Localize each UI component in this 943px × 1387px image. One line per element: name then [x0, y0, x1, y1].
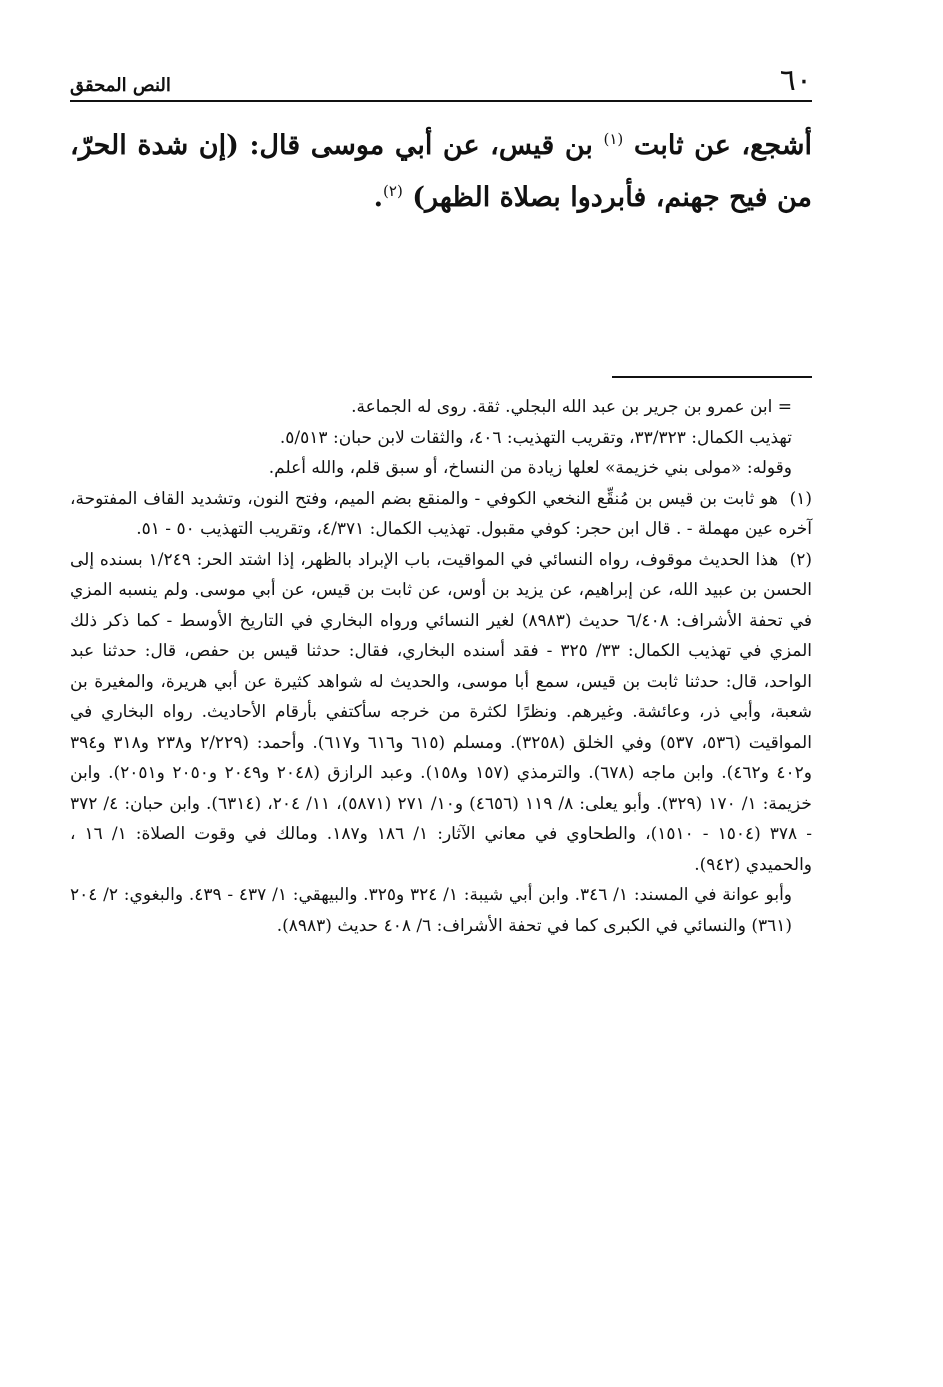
footnote-marker-1: (١) [603, 130, 624, 148]
footnote-1-text: هو ثابت بن قيس بن مُنقِّع النخعي الكوفي - والمنقع بضم الميم، وفتح النون، وتشديد القاف المفتوحة، آخره عين مهملة - . قال ابن حجر: كوفي مقبول. تهذيب الكمال: ٤/٣٧١، وتقريب التهذيب ٥٠ - ٥١. [70, 488, 812, 539]
footnote-2-text: هذا الحديث موقوف، رواه النسائي في المواقيت، باب الإبراد بالظهر، إذا اشتد الحر: ١/٢٤٩ بسنده إلى الحسن بن عبيد الله، عن إبراهيم، عن يزيد بن أوس، عن ثابت بن قيس، عن أبي موسى. ولم ينسبه المزي في تحفة الأشراف: ٦/٤٠٨ حديث (٨٩٨٣) لغير النسائي ورواه البخاري في التاريخ الأوسط - كما ذكر ذلك المزي في تهذيب الكمال: ٣٣/ ٣٢٥ - فقد أسنده البخاري، فقال: حدثنا قيس بن حفص، قال: حدثنا عبد الواحد، قال: حدثنا ثابت بن قيس، سمع أبا موسى، والحديث له شواهد كثيرة عن أبي هريرة، والمغيرة بن شعبة، وأبي ذر، وعائشة. وغيرهم. ونظرًا لكثرة من خرجه سأكتفي بأرقام الأحاديث. رواه البخاري في المواقيت (٥٣٦، ٥٣٧) وفي الخلق (٣٢٥٨). ومسلم (٦١٥ و٦١٦ و٦١٧). وأحمد: (٢/٢٢٩ و٢٣٨ و٣١٨ و٣٩٤ و٤٠٢ و٤٦٢). وابن ماجه (٦٧٨). والترمذي (١٥٧ و١٥٨). وعبد الرازق (٢٠٤٨ و٢٠٤٩ و٢٠٥٠ و٢٠٥١). وابن خزيمة: ١/ ١٧٠ (٣٢٩). وأبو يعلى: ٨/ ١١٩ (٤٦٥٦) و١٠/ ٢٧١ (٥٨٧١)، ١١/ ٢٠٤، (٦٣١٤). وابن حبان: ٤/ ٣٧٢ - ٣٧٨ (١٥٠٤ - ١٥١٠)، والطحاوي في معاني الآثار: ١/ ١٨٦ و١٨٧. ومالك في وقوت الصلاة: ١/ ١٦ ، والحميدي (٩٤٢). [70, 549, 812, 875]
footnote-2-continuation: وأبو عوانة في المسند: ١/ ٣٤٦. وابن أبي شيبة: ١/ ٣٢٤ و٣٢٥. والبيهقي: ١/ ٤٣٧ - ٤٣٩. والبغوي: ٢/ ٢٠٤ (٣٦١) والنسائي في الكبرى كما في تحفة الأشراف: ٦/ ٤٠٨ حديث (٨٩٨٣). [70, 885, 793, 936]
footnote-2-number: (٢) [789, 549, 812, 570]
footnote-continuation-line: وقوله: «مولى بني خزيمة» لعلها زيادة من النساخ، أو سبق قلم، والله أعلم. [268, 458, 792, 478]
running-title: النص المحقق [70, 75, 171, 96]
main-text-part-2: بن قيس، عن أبي موسى قال: (إن شدة الحرّ، من فيح جهنم، فأبردوا بصلاة الظهر) [70, 130, 812, 213]
footnote-separator [612, 376, 812, 378]
footnotes [70, 392, 812, 941]
footnote-1 [70, 484, 812, 545]
page-header [70, 60, 812, 98]
page-number: ٦٠ [779, 63, 812, 98]
footnote-continuation-line: = ابن عمرو بن جرير بن عبد الله البجلي. ثقة. روى له الجماعة. [351, 397, 792, 417]
main-text [70, 120, 812, 224]
footnote-1-number: (١) [789, 488, 812, 509]
main-text-end: . [373, 182, 384, 213]
main-text-part-1: أشجع، عن ثابت [633, 130, 812, 161]
footnote-continuation-line: تهذيب الكمال: ٣٣/٣٢٣، وتقريب التهذيب: ٤٠٦، والثقات لابن حبان: ٥/٥١٣. [279, 427, 792, 448]
footnote-2 [70, 545, 812, 881]
footnote-marker-2: (٢) [383, 182, 403, 200]
header-rule [70, 100, 812, 102]
